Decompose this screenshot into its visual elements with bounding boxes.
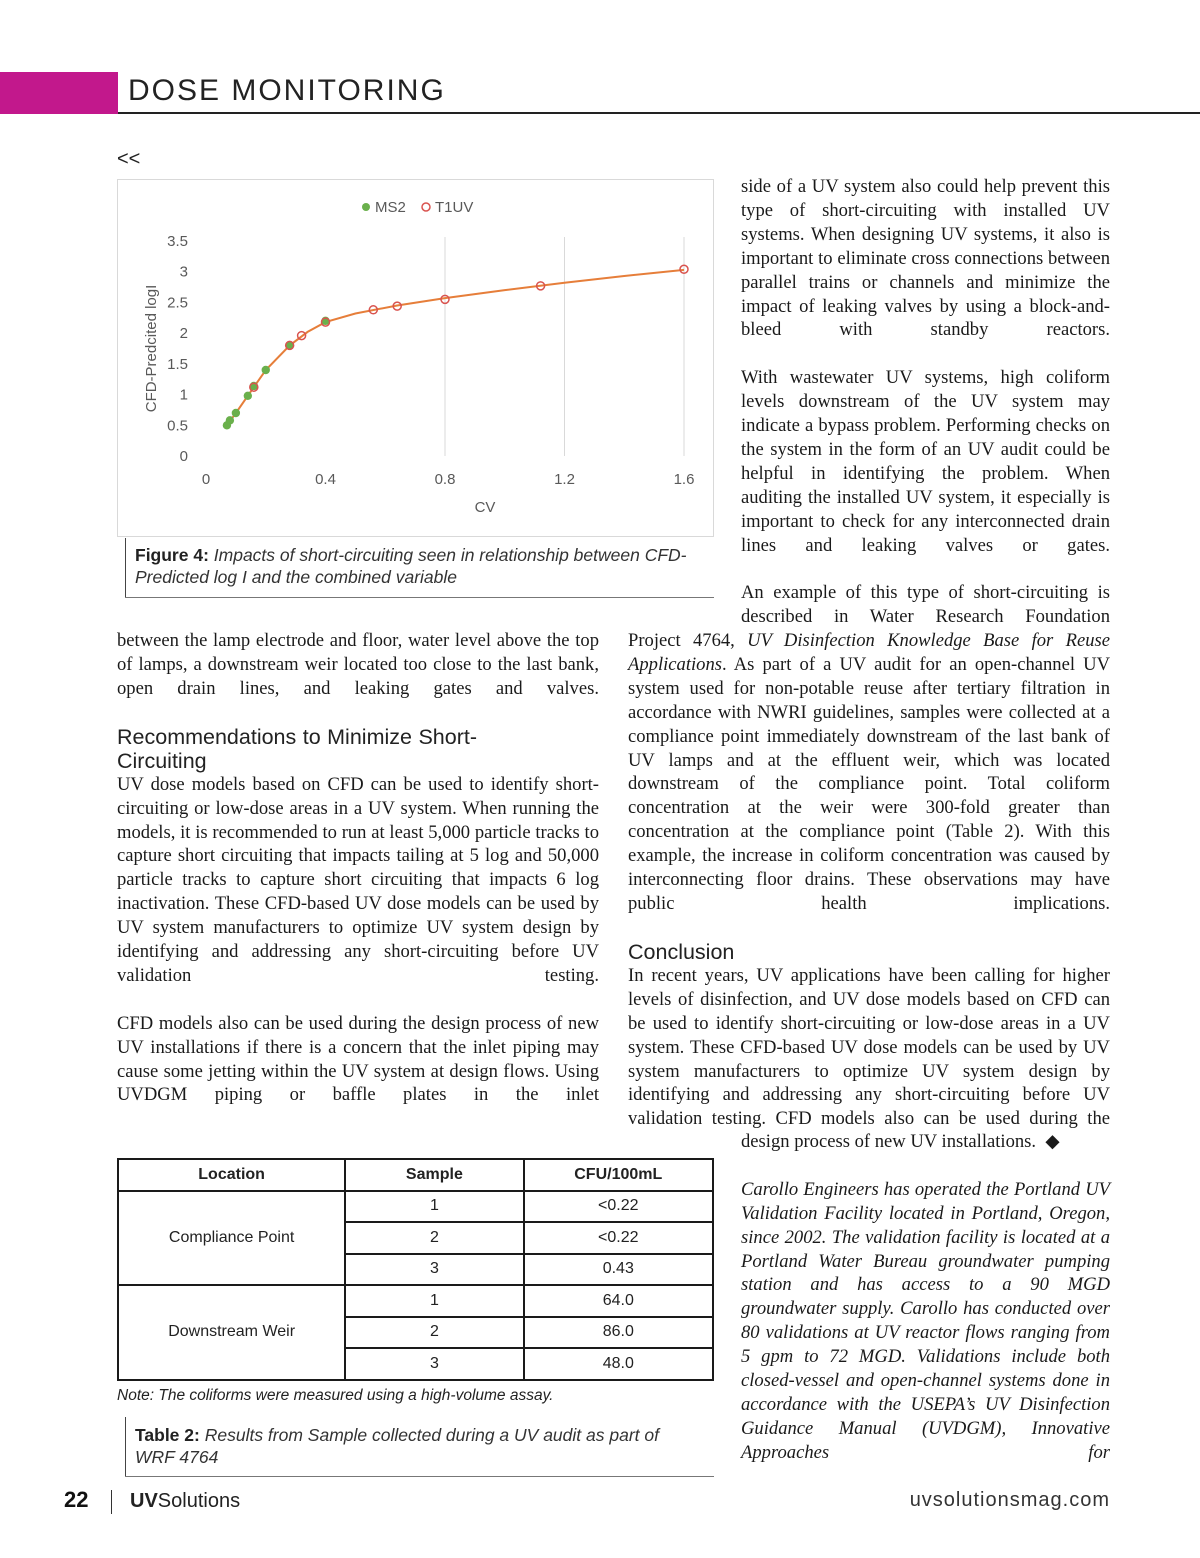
location-cell: Compliance Point (118, 1191, 345, 1286)
paragraph-example-start: An example of this type of short-circuiting is described in Water Research Foundation (741, 582, 1110, 628)
table-2-caption (135, 1424, 695, 1468)
sample-cell: 2 (345, 1317, 523, 1349)
header-sample: Sample (345, 1159, 523, 1191)
y-tick-label: 0.5 (167, 417, 188, 435)
legend-label-t1uv: T1UV (435, 199, 474, 216)
left-column (117, 629, 599, 1107)
report-title: UV Disinfection Knowledge Base for Reuse Applications (628, 630, 1110, 675)
project-details: . As part of a UV audit for an open-channel UV system used for non-potable reuse after tertiary filtration in accordance with NWRI guidelines, samples were collected at a compliance point immediately downstream of the last bank of UV lamps and at the effluent weir, which was located downstream of the compliance point. Total coliform concentration at the weir were 300-fold greater than concentration at the compliance point (Table 2). With this example, the increase in coliform concentration was caused by interconnecting floor drains. These observations may have public health implications. (628, 653, 1110, 914)
figure-4-text: Impacts of short-circuiting seen in relationship between CFD-Predicted log I and the combined variable (135, 545, 687, 587)
paragraph-conclusion: In recent years, UV applications have been calling for higher levels of disinfection, and UV dose models based on CFD can be used to identify short-circuiting or low-dose areas in a UV system. These CFD-based UV dose models can be used by UV system manufacturers to optimize UV system design by identifying and addressing any short-circuiting before UV validation testing. CFD models also can be used during the (628, 964, 1110, 1130)
paragraph-cfd-design: CFD models also can be used during the design process of new UV installations if there is a concern that the inlet piping may cause some jetting within the UV system at design flows. Using UVDGM piping or baffle plates in the inlet (117, 1012, 599, 1106)
y-axis-label: CFD-Predcited logI (143, 284, 160, 413)
figure-caption-baseline (125, 597, 714, 598)
cfu-cell: 64.0 (524, 1285, 713, 1317)
paragraph-prevent-short-circuiting: side of a UV system also could help prevent this type of short-circuiting with installed UV systems. When designing UV systems, it also is important to eliminate cross connections between parallel trains or channels and minimize the impact of leaking valves by using a block-and-bleed with standby reactors. (741, 176, 1110, 341)
right-column-middle (628, 629, 1110, 1131)
table-header-row (118, 1159, 713, 1191)
heading-recommendations: Recommendations to Minimize Short-Circuiting (117, 724, 477, 773)
y-tick-label: 3 (179, 263, 188, 281)
x-tick-label: 0.8 (434, 471, 456, 488)
back-link[interactable]: << (117, 148, 141, 170)
legend-label-ms2: MS2 (375, 199, 406, 216)
table-2-text: Results from Sample collected during a UV audit as part of WRF 4764 (135, 1425, 659, 1467)
right-column-bottom (741, 1130, 1110, 1465)
end-diamond-icon: ◆ (1045, 1131, 1060, 1152)
table-row (118, 1191, 713, 1223)
right-column-top (741, 175, 1110, 629)
cfu-cell: <0.22 (524, 1222, 713, 1254)
cfu-cell: 86.0 (524, 1317, 713, 1349)
paragraph-lamp-electrode: between the lamp electrode and floor, water level above the top of lamps, a downstream weir located too close to the last bank, open drain lines, and leaking gates and valves. (117, 630, 599, 699)
author-bio: Carollo Engineers has operated the Portland UV Validation Facility located in Portland, Oregon, since 2002. The validation facility is located at a Portland Water Bureau groundwater pumping station and has access to a 90 MGD groundwater supply. Carollo has conducted over 80 validations at UV reactor flows ranging from 5 gpm to 72 MGD. Validations include both closed-vessel and open-channel systems done in accordance with the USEPA’s UV Disinfection Guidance Manual (UVDGM), Innovative Approaches for (741, 1178, 1110, 1463)
footer-brand: UVSolutions (130, 1490, 241, 1512)
fit-line (227, 270, 684, 425)
header-cfu: CFU/100mL (524, 1159, 713, 1191)
y-tick-label: 2.5 (167, 294, 188, 312)
figure-4-chart (117, 179, 714, 537)
y-tick-label: 1.5 (167, 355, 188, 373)
x-tick-label: 1.2 (554, 471, 575, 488)
cfu-cell: 0.43 (524, 1254, 713, 1286)
cfu-cell: <0.22 (524, 1191, 713, 1223)
header-accent-bar (0, 72, 118, 114)
figure-4-label: Figure 4: (135, 545, 209, 565)
x-axis-label: CV (474, 499, 496, 516)
data-point-ms2 (232, 409, 240, 417)
location-cell: Downstream Weir (118, 1285, 345, 1380)
chart-svg (118, 180, 715, 538)
figure-4-caption (135, 544, 705, 588)
paragraph-wastewater: With wastewater UV systems, high coliform levels downstream of the UV system may indicate a bypass problem. Performing checks on the system in the form of an UV audit could be helpful in identifying the problem. When auditing the installed UV system, it especially is important to check for any interconnected drain lines and leaking valves or gates. (741, 367, 1110, 556)
page-number: 22 (64, 1487, 89, 1512)
footer-website[interactable]: uvsolutionsmag.com (909, 1489, 1110, 1511)
paragraph-project-4764 (628, 629, 1110, 916)
table-2-label: Table 2: (135, 1425, 200, 1445)
table-caption-baseline (125, 1476, 714, 1477)
header-location: Location (118, 1159, 345, 1191)
cfu-cell: 48.0 (524, 1348, 713, 1380)
footer-separator (111, 1490, 112, 1514)
table-caption-rule (125, 1417, 126, 1477)
sample-cell: 3 (345, 1348, 523, 1380)
x-tick-label: 1.6 (673, 471, 695, 488)
x-tick-label: 0.4 (315, 471, 336, 488)
y-tick-label: 1 (179, 386, 188, 404)
data-point-ms2 (226, 416, 234, 424)
x-tick-label: 0 (201, 471, 211, 488)
paragraph-conclusion-end: design process of new UV installations. ◆ (741, 1131, 1060, 1152)
sample-cell: 3 (345, 1254, 523, 1286)
y-tick-label: 0 (179, 448, 188, 465)
data-point-ms2 (262, 366, 270, 374)
sample-cell: 1 (345, 1191, 523, 1223)
sample-cell: 2 (345, 1222, 523, 1254)
section-title: DOSE MONITORING (128, 74, 446, 107)
data-point-ms2 (244, 392, 252, 400)
project-ref: Project 4764, (628, 630, 735, 651)
table-2 (117, 1158, 714, 1381)
paragraph-uv-dose-models: UV dose models based on CFD can be used to identify short-circuiting or low-dose areas in a UV system. When running the models, it is recommended to run at least 5,000 particle tracks to capture short circuiting that impacts tailing at 5 log and 50,000 particle tracks to capture short circuiting that impacts 6 log inactivation. These CFD-based UV dose models can be used by UV system manufacturers to optimize UV system design by identifying and addressing any short-circuiting before UV validation testing. (117, 773, 599, 986)
figure-caption-rule (125, 538, 126, 598)
y-tick-label: 3.5 (167, 233, 188, 250)
heading-conclusion: Conclusion (628, 939, 735, 964)
legend-marker-t1uv (422, 203, 430, 211)
table-note: Note: The coliforms were measured using a high-volume assay. (117, 1387, 554, 1404)
header-rule (118, 112, 1200, 114)
sample-cell: 1 (345, 1285, 523, 1317)
legend-marker-ms2 (362, 203, 370, 211)
y-tick-label: 2 (179, 325, 188, 343)
table-row (118, 1285, 713, 1317)
